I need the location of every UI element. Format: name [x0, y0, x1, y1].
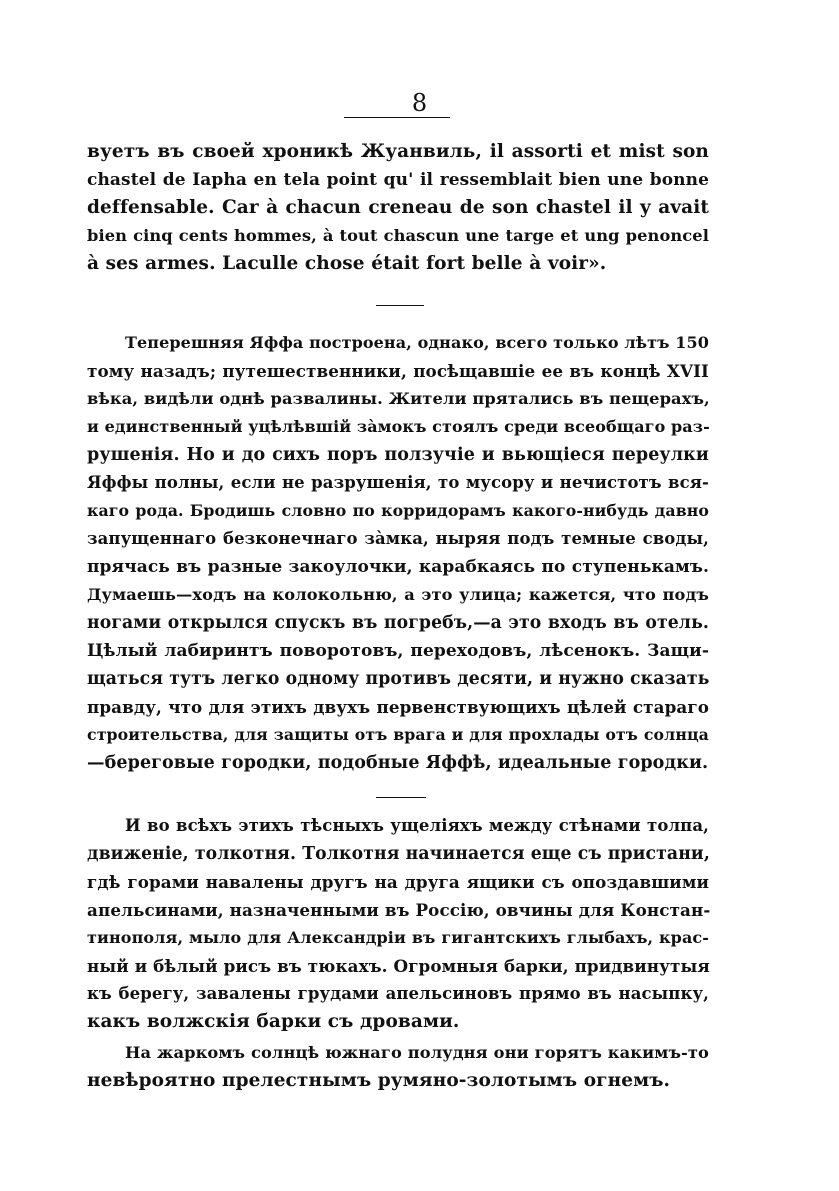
- text-line: запущеннаго безконечнаго зàмка, ныряя подъ темные своды,: [87, 529, 709, 548]
- text-line: Яффы полны, если не разрушенія, то мусору и нечистотъ вся-: [87, 473, 709, 492]
- text-line: —береговые городки, подобные Яффѣ, идеальные городки.: [87, 753, 709, 773]
- text-line: каго рода. Бродишь словно по корридорамъ какого-нибудь давно: [87, 501, 709, 520]
- text-line: невѣроятно прелестнымъ румяно-золотымъ огнемъ.: [87, 1070, 671, 1091]
- text-line: прячась въ разные закоулочки, карабкаясь по ступенькамъ.: [87, 557, 709, 577]
- text-line: какъ волжскія барки съ дровами.: [87, 1011, 460, 1032]
- section-separator: [376, 797, 426, 798]
- text-line: bien cinq cents hommes, à tout chascun une targe et ung penoncel: [87, 226, 709, 245]
- section-separator: [376, 305, 424, 306]
- text-line: Теперешняя Яффа построена, однако, всего только лѣтъ 150: [125, 333, 709, 352]
- text-line: тинополя, мыло для Александріи въ гигантскихъ глыбахъ, крас-: [87, 928, 709, 947]
- text-line: вѣка, видѣли однѣ развалины. Жители прятались въ пещерахъ,: [87, 389, 710, 408]
- text-line: рушенія. Но и до сихъ поръ ползучіе и вьющіеся переулки: [87, 445, 709, 465]
- text-line: строительства, для защиты отъ врага и для прохлады отъ солнца: [87, 725, 709, 744]
- text-line: къ берегу, завалены грудами апельсиновъ прямо въ насыпку,: [87, 984, 709, 1003]
- text-line: Цѣлый лабиринтъ поворотовъ, переходовъ, лѣсенокъ. Защи-: [87, 641, 709, 661]
- text-line: тому назадъ; путешественники, посѣщавшіе ее въ концѣ XVII: [87, 361, 709, 381]
- text-line: deffensable. Car à chacun creneau de son chastel il y avait: [87, 197, 709, 218]
- header-rule: [344, 117, 450, 118]
- text-line: à ses armes. Laculle chose était fort belle à voir».: [87, 253, 607, 274]
- text-line: апельсинами, назначенными въ Россію, овчины для Констан-: [87, 900, 711, 920]
- text-line: щаться тутъ легко одному противъ десяти, и нужно сказать: [87, 669, 710, 689]
- text-line: правду, что для этихъ двухъ первенствующихъ цѣлей стараго: [87, 697, 709, 717]
- text-line: движеніе, толкотня. Толкотня начинается еще съ пристани,: [87, 844, 710, 864]
- text-line: ногами открылся спускъ въ погребъ,—а это входъ въ отель.: [87, 613, 709, 633]
- text-line: вуетъ въ своей хроникѣ Жуанвиль, il assorti et mist son: [87, 141, 709, 162]
- text-line: гдѣ горами навалены другъ на друга ящики съ опоздавшими: [87, 872, 709, 892]
- text-line: ный и бѣлый рисъ въ тюкахъ. Огромныя барки, придвинутыя: [87, 956, 710, 976]
- page-number: 8: [411, 89, 428, 117]
- text-line: На жаркомъ солнцѣ южнаго полудня они горятъ какимъ-то: [125, 1043, 709, 1062]
- text-line: chastel de Iapha en tela point qu' il ressemblait bien une bonne: [87, 170, 709, 190]
- text-line: И во всѣхъ этихъ тѣсныхъ ущеліяхъ между стѣнами толпа,: [125, 816, 709, 835]
- text-line: и единственный уцѣлѣвшій зàмокъ стоялъ среди всеобщаго раз-: [87, 417, 710, 436]
- text-line: Думаешь—ходъ на колокольню, а это улица; кажется, что подъ: [87, 585, 709, 604]
